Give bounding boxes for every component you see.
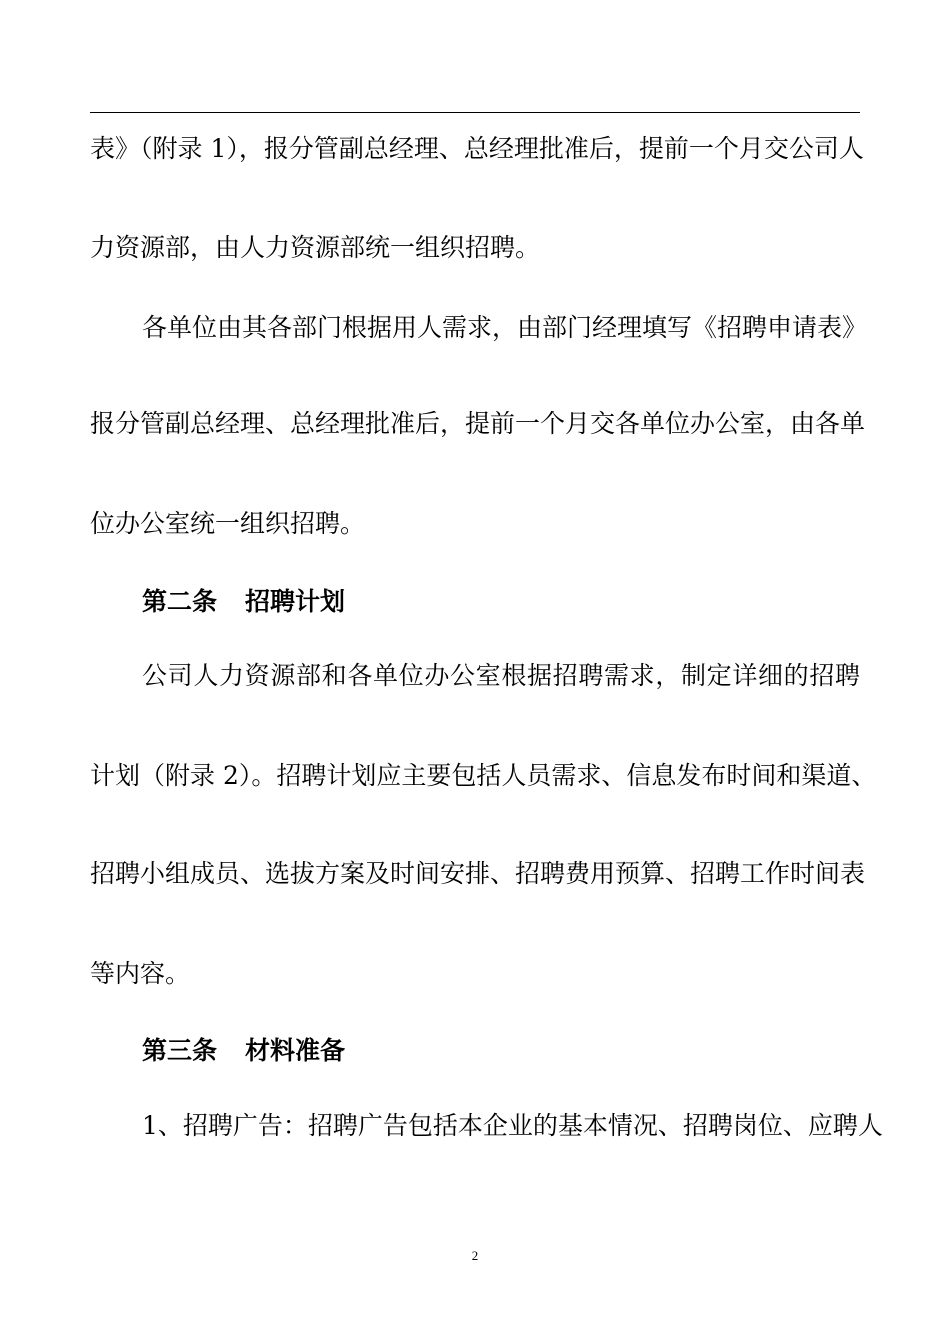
paragraph-line: 等内容。	[90, 959, 191, 988]
paragraph-line: 报分管副总经理、总经理批准后，提前一个月交各单位办公室，由各单	[90, 409, 866, 438]
paragraph-line: 各单位由其各部门根据用人需求，由部门经理填写《招聘申请表》	[142, 313, 868, 342]
section-heading	[142, 1035, 860, 1067]
paragraph-line: 表》（附录 1），报分管副总经理、总经理批准后，提前一个月交公司人	[90, 134, 864, 163]
paragraph-line: 1、招聘广告：招聘广告包括本企业的基本情况、招聘岗位、应聘人	[142, 1111, 883, 1140]
section-heading	[142, 586, 860, 618]
heading-number: 第三条	[142, 1036, 218, 1065]
paragraph-line: 力资源部，由人力资源部统一组织招聘。	[90, 233, 541, 262]
paragraph-line: 位办公室统一组织招聘。	[90, 509, 366, 538]
paragraph-line: 公司人力资源部和各单位办公室根据招聘需求，制定详细的招聘	[142, 661, 860, 690]
paragraph-line: 招聘小组成员、选拔方案及时间安排、招聘费用预算、招聘工作时间表	[90, 859, 866, 888]
header-rule	[90, 112, 860, 113]
heading-title: 招聘计划	[245, 587, 346, 616]
paragraph-line: 计划（附录 2）。招聘计划应主要包括人员需求、信息发布时间和渠道、	[90, 761, 877, 790]
heading-number: 第二条	[142, 587, 218, 616]
page-number: 2	[471, 1248, 479, 1263]
heading-title: 材料准备	[245, 1036, 346, 1065]
